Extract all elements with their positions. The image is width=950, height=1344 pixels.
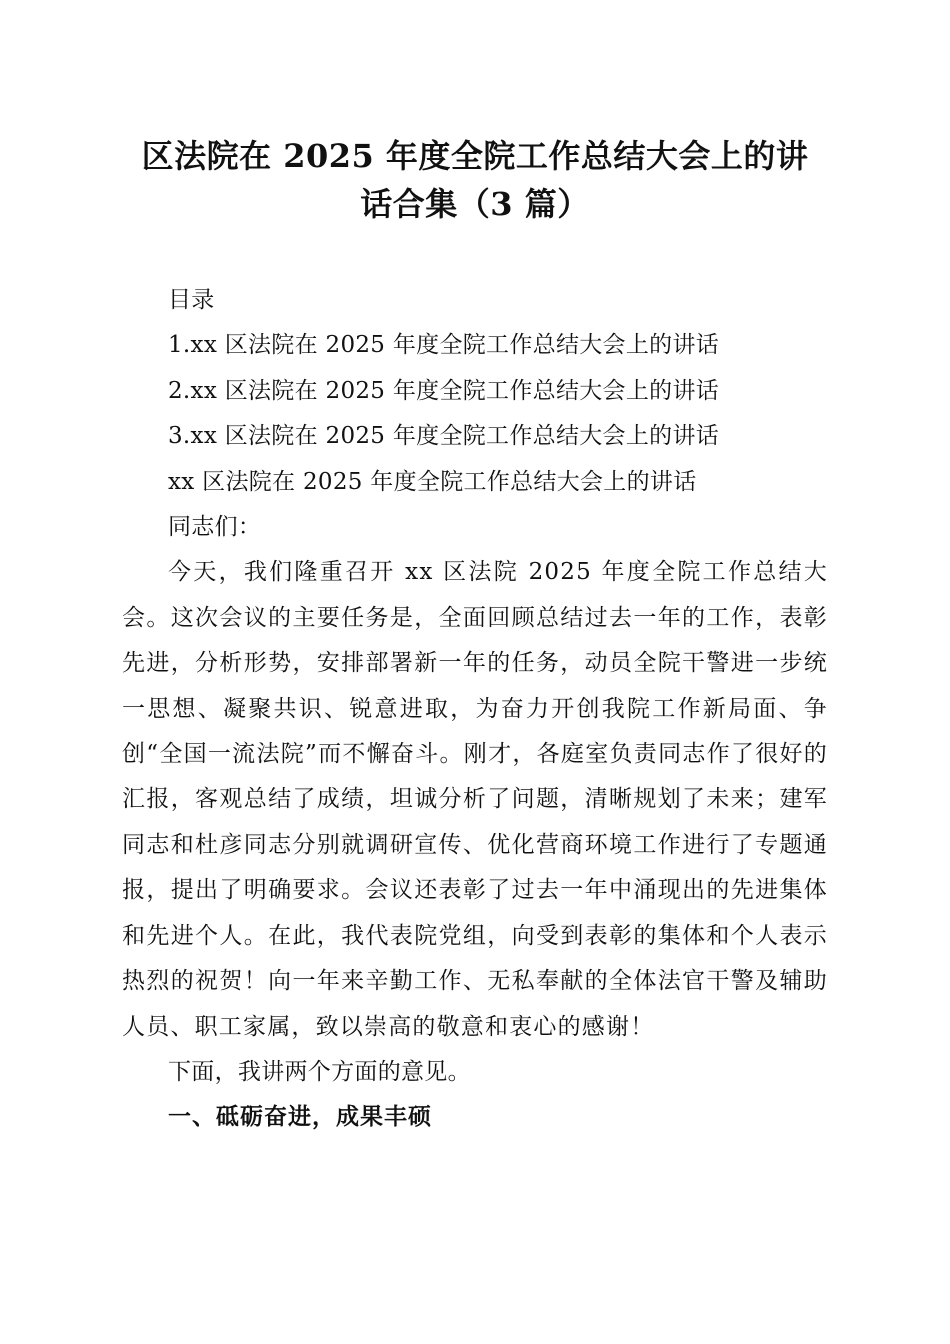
document-body	[122, 278, 828, 1141]
toc-item-2: 2.xx 区法院在 2025 年度全院工作总结大会上的讲话	[168, 377, 720, 404]
toc-heading: 目录	[168, 287, 215, 313]
document-title	[100, 132, 850, 228]
toc-item-1: 1.xx 区法院在 2025 年度全院工作总结大会上的讲话	[168, 332, 720, 359]
title-line-2: 话合集（3 篇）	[360, 185, 590, 223]
body-paragraph-1: 今天，我们隆重召开 xx 区法院 2025 年度全院工作总结大会。这次会议的主要任务是，全面回顾总结过去一年的工作，表彰先进，分析形势，安排部署新一年的任务，动员全院干警进一步统一思想、凝聚共识、锐意进取，为奋力开创我院工作新局面、争创“全国一流法院”而不懈奋斗。刚才，各庭室负责同志作了很好的汇报，客观总结了成绩，坦诚分析了问题，清晰规划了未来；建军同志和杜彦同志分别就调研宣传、优化营商环境工作进行了专题通报，提出了明确要求。会议还表彰了过去一年中涌现出的先进集体和先进个人。在此，我代表院党组，向受到表彰的集体和个人表示热烈的祝贺！向一年来辛勤工作、无私奉献的全体法官干警及辅助人员、职工家属，致以崇高的敬意和衷心的感谢！	[122, 559, 828, 1040]
speech-title: xx 区法院在 2025 年度全院工作总结大会上的讲话	[168, 468, 697, 495]
title-line-1: 区法院在 2025 年度全院工作总结大会上的讲	[141, 137, 809, 175]
salutation: 同志们：	[168, 514, 262, 541]
body-paragraph-2: 下面，我讲两个方面的意见。	[168, 1058, 471, 1085]
toc-item-3: 3.xx 区法院在 2025 年度全院工作总结大会上的讲话	[168, 423, 720, 450]
section-heading-1: 一、砥砺奋进，成果丰硕	[168, 1104, 432, 1131]
